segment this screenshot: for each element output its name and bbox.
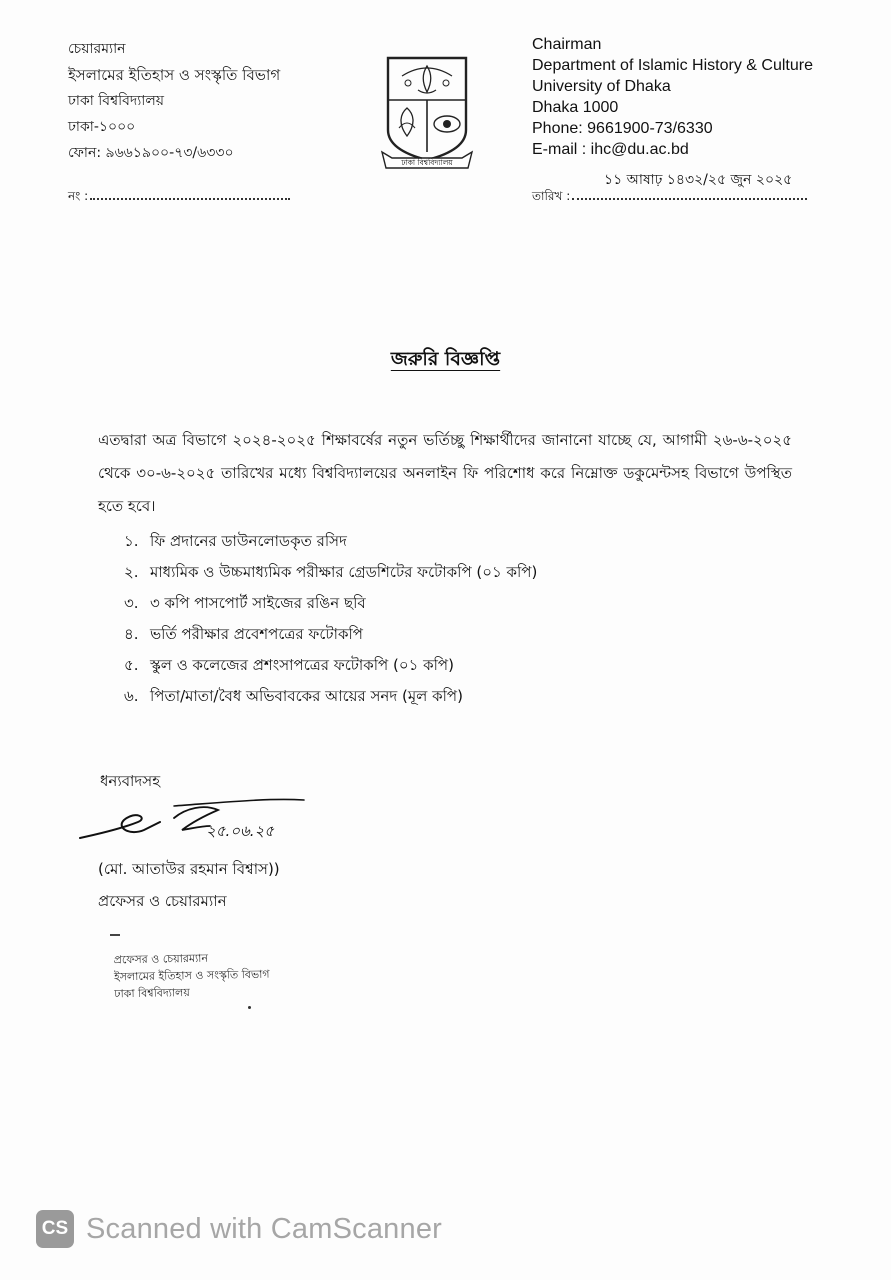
camscanner-logo-icon: CS [36, 1210, 74, 1248]
list-item [124, 557, 537, 588]
bn-department-name: ইসলামের ইতিহাস ও সংস্কৃতি বিভাগ [68, 66, 281, 84]
bn-city: ঢাকা-১০০০ [68, 119, 136, 135]
list-item-number: ৬. [124, 687, 139, 705]
en-university-name: University of Dhaka [532, 78, 671, 95]
en-city: Dhaka 1000 [532, 99, 619, 116]
list-item [124, 681, 537, 712]
seal-caption: ঢাকা বিশ্ববিদ্যালয় [401, 158, 453, 167]
en-chairman-title: Chairman [532, 36, 602, 53]
bengali-letterhead [68, 36, 280, 166]
list-item-text: ভর্তি পরীক্ষার প্রবেশপত্রের ফটোকপি [150, 625, 363, 643]
en-department-name: Department of Islamic History & Culture [532, 57, 813, 74]
watermark-text: Scanned with CamScanner [86, 1212, 443, 1245]
date-dotted-line [572, 198, 807, 200]
date-label: তারিখ : [532, 189, 571, 203]
signatory-title: প্রফেসর ও চেয়ারম্যান [98, 892, 227, 910]
list-item-text: ৩ কপি পাসপোর্ট সাইজের রঙিন ছবি [150, 594, 366, 612]
list-item [124, 650, 537, 681]
notice-body: এতদ্বারা অত্র বিভাগে ২০২৪-২০২৫ শিক্ষাবর্ষের নতুন ভর্তিচ্ছু শিক্ষার্থীদের জানানো যাচ্ছে যে, আগামী ২৬-৬-২০২৫ থেকে ৩০-৬-২০২৫ তারিখের মধ্যে বিশ্ববিদ্যালয়ের অনলাইন ফি পরিশোধ করে নিম্নোক্ত ডকুমেন্টসহ বিভাগে উপস্থিত হতে হবে। [98, 431, 792, 515]
list-item [124, 588, 537, 619]
camscanner-watermark [36, 1208, 442, 1250]
notice-heading [0, 345, 891, 377]
bn-chairman-title: চেয়ারম্যান [68, 41, 126, 57]
list-item-number: ৫. [124, 656, 139, 674]
list-item-number: ৪. [124, 625, 139, 643]
date-line [532, 188, 807, 208]
stamp-line-3: ঢাকা বিশ্ববিদ্যালয় [114, 986, 190, 1001]
list-item-text: স্কুল ও কলেজের প্রশংসাপত্রের ফটোকপি (০১ কপি) [150, 656, 454, 674]
reference-number-line [68, 188, 290, 208]
list-item [124, 619, 537, 650]
stamp-line-1: প্রফেসর ও চেয়ারম্যান [113, 951, 209, 967]
bn-phone: ফোন: ৯৬৬১৯০০-৭৩/৬৩৩০ [68, 145, 234, 161]
notice-heading-text: জরুরি বিজ্ঞপ্তি [390, 348, 501, 370]
stamp-dot [248, 1006, 251, 1009]
signature-date: ২৫.০৬.২৫ [206, 822, 275, 840]
stamp-line-2: ইসলামের ইতিহাস ও সংস্কৃতি বিভাগ [113, 967, 270, 984]
en-email: E-mail : ihc@du.ac.bd [532, 141, 689, 158]
university-seal-icon [378, 52, 476, 172]
ref-label: নং : [68, 189, 89, 203]
ref-dotted-line [90, 198, 290, 200]
list-item-text: পিতা/মাতা/বৈধ অভিবাবকের আয়ের সনদ (মূল কপি) [150, 687, 463, 705]
handwritten-signature [78, 796, 318, 856]
bn-university-name: ঢাকা বিশ্ববিদ্যালয় [68, 93, 165, 109]
english-letterhead [532, 34, 813, 160]
closing-thanks: ধন্যবাদসহ [100, 772, 161, 790]
stamp-mark [110, 934, 120, 936]
en-phone: Phone: 9661900-73/6330 [532, 120, 713, 137]
official-stamp [114, 949, 270, 1003]
documents-list [124, 526, 537, 712]
list-item-text: মাধ্যমিক ও উচ্চমাধ্যমিক পরীক্ষার গ্রেডশিটের ফটোকপি (০১ কপি) [150, 563, 538, 581]
list-item-number: ৩. [124, 594, 139, 612]
list-item-number: ১. [124, 532, 139, 550]
signatory-name: (মো. আতাউর রহমান বিশ্বাস)) [98, 860, 280, 878]
list-item [124, 526, 537, 557]
date-value: ১১ আষাঢ় ১৪৩২/২৫ জুন ২০২৫ [604, 172, 793, 188]
list-item-number: ২. [124, 563, 139, 581]
list-item-text: ফি প্রদানের ডাউনলোডকৃত রসিদ [150, 532, 347, 550]
